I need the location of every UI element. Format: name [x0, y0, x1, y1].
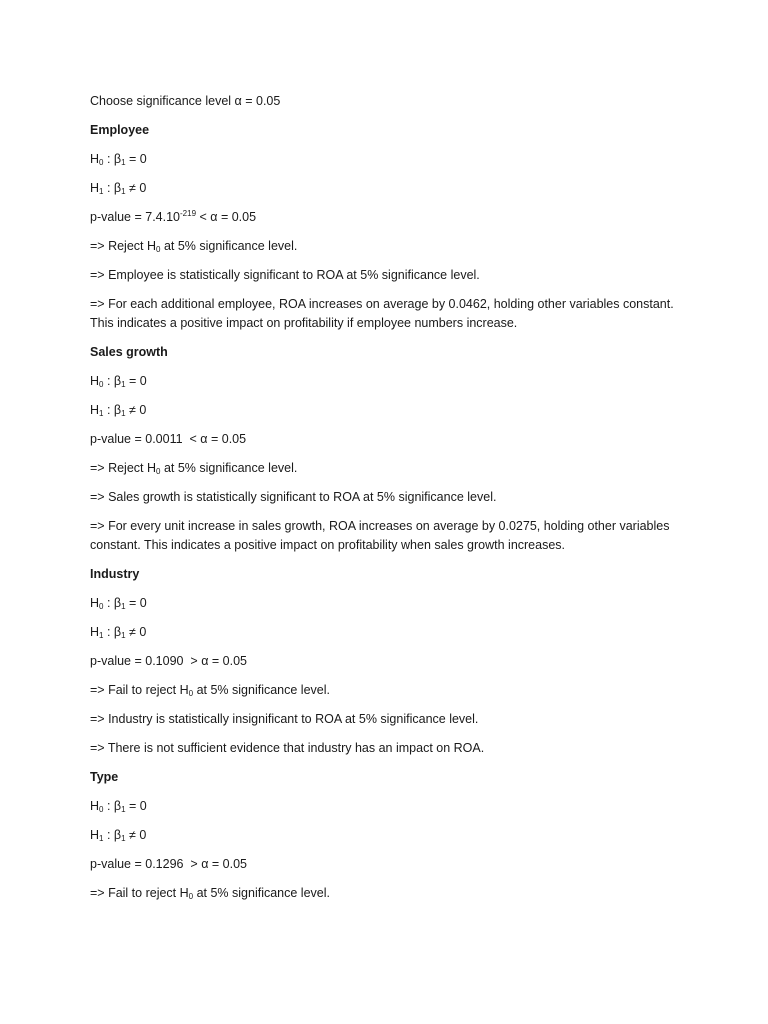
section-type: [90, 768, 690, 903]
null-hypothesis: $H_0$ : $\beta_1 = 0$: [90, 152, 147, 167]
null-hypothesis: $H_0$ : $\beta_1 = 0$: [90, 596, 147, 611]
alternative-hypothesis: $H_1$ : $\beta_1 \ne 0$: [90, 625, 147, 640]
significance-line: => Industry is statistically insignificant to ROA at 5% significance level.: [90, 712, 479, 726]
alternative-hypothesis: $H_1$ : $\beta_1 \ne 0$: [90, 403, 147, 418]
alternative-hypothesis: $H_1$ : $\beta_1 \ne 0$: [90, 828, 147, 843]
p-value-line: p-value = 0.1296 > α = 0.05: [90, 857, 247, 871]
section-heading: Employee: [90, 123, 150, 137]
significance-line: => Sales growth is statistically significant to ROA at 5% significance level.: [90, 490, 497, 504]
alternative-hypothesis: $H_1$ : $\beta_1 \ne 0$: [90, 181, 147, 196]
section-heading: Type: [90, 770, 119, 784]
section-industry: [90, 565, 690, 758]
section-employee: [90, 121, 690, 333]
significance-line: => Employee is statistically significant to ROA at 5% significance level.: [90, 268, 480, 282]
decision-line: => Fail to reject $H_0$ at 5% significance level.: [90, 886, 330, 901]
interpretation-line: => For every unit increase in sales growth, ROA increases on average by 0.0275, holding other variables constant. This indicates a positive impact on profitability when sales growth increases.: [90, 519, 670, 552]
interpretation-line: => There is not sufficient evidence that industry has an impact on ROA.: [90, 741, 485, 755]
decision-line: => Fail to reject $H_0$ at 5% significance level.: [90, 683, 330, 698]
section-sales-growth: [90, 343, 690, 555]
interpretation-line: => For each additional employee, ROA increases on average by 0.0462, holding other variables constant. This indicates a positive impact on profitability if employee numbers increase.: [90, 297, 674, 330]
section-heading: Industry: [90, 567, 140, 581]
document-body: [90, 92, 690, 913]
null-hypothesis: $H_0$ : $\beta_1 = 0$: [90, 374, 147, 389]
p-value-line: p-value = 0.1090 > α = 0.05: [90, 654, 247, 668]
decision-line: => Reject $H_0$ at 5% significance level.: [90, 461, 298, 476]
decision-line: => Reject $H_0$ at 5% significance level.: [90, 239, 298, 254]
section-heading: Sales growth: [90, 345, 168, 359]
p-value-line: p-value = $7.4.10^{-219} < \alpha = 0.05$: [90, 209, 257, 224]
null-hypothesis: $H_0$ : $\beta_1 = 0$: [90, 799, 147, 814]
p-value-line: p-value = 0.0011 < α = 0.05: [90, 432, 247, 446]
intro-line: Choose significance level α = 0.05: [90, 94, 281, 108]
